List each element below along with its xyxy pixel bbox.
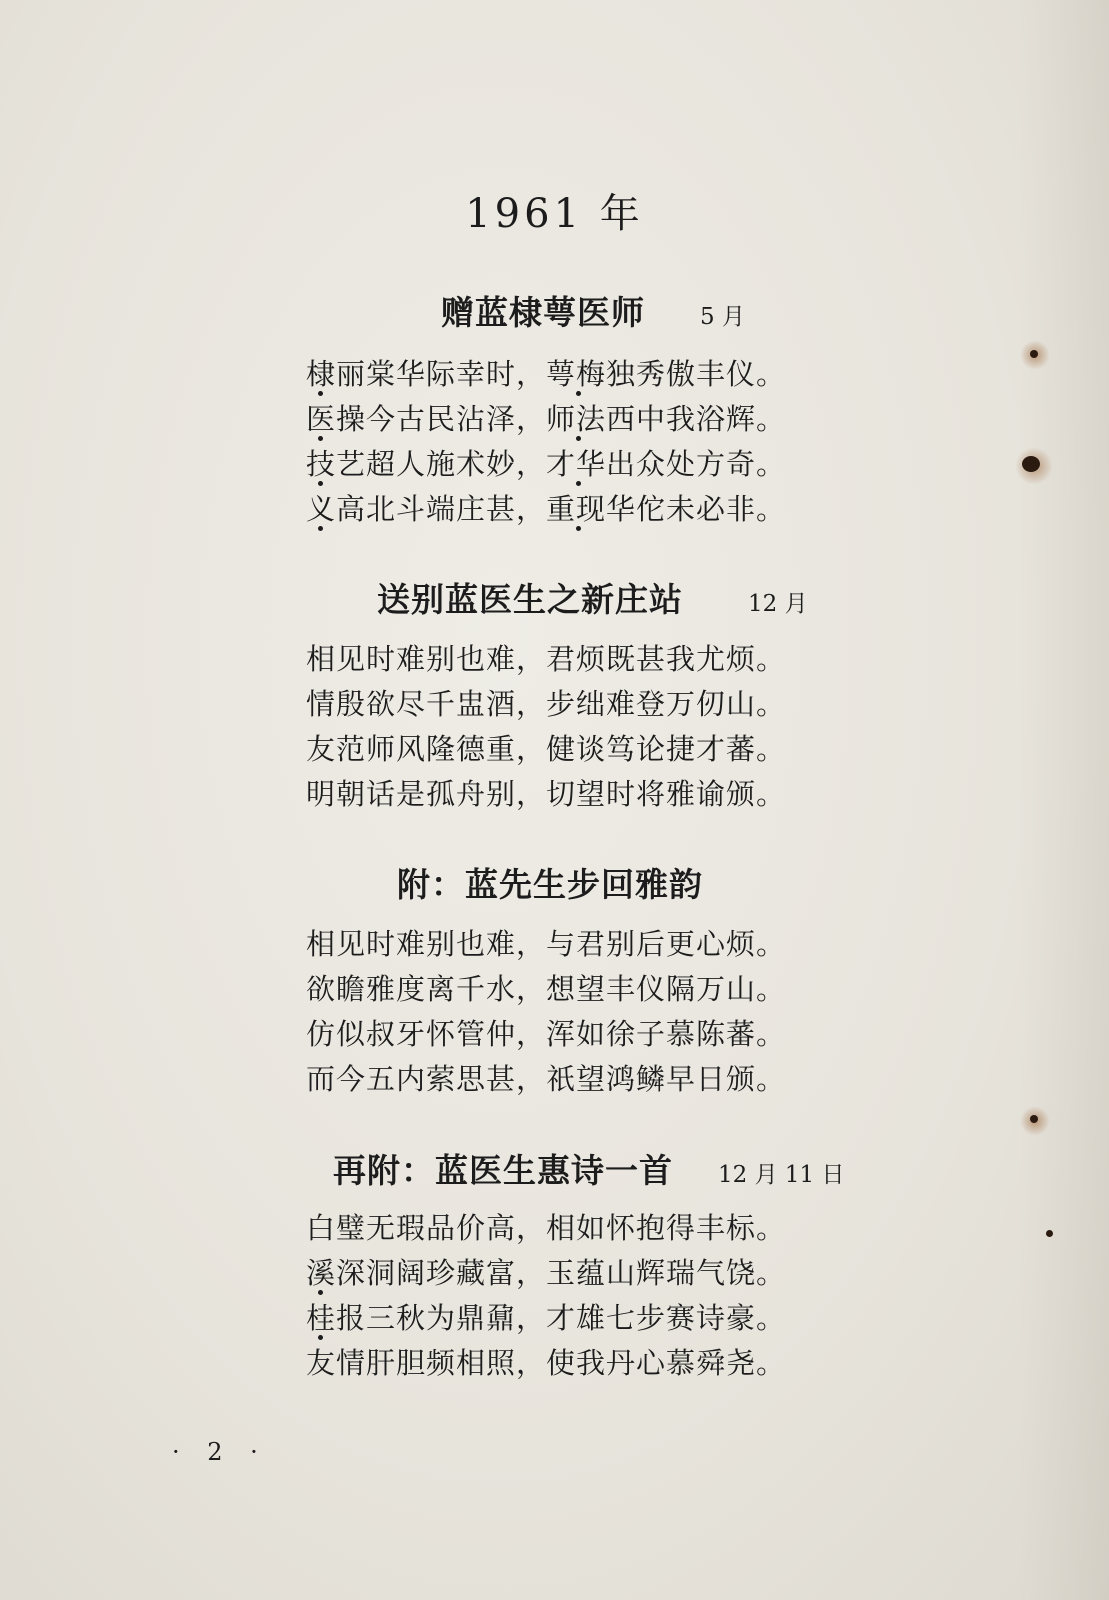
poem-line: 溪深洞阔珍藏富，玉蕴山辉瑞气饶。 xyxy=(306,1251,826,1296)
poem-title-row xyxy=(0,860,1109,910)
poem-date: 12 月 xyxy=(748,591,808,617)
binding-hole xyxy=(1022,456,1040,472)
poem-line: 友范师风隆德重，健谈笃论捷才蕃。 xyxy=(306,732,787,766)
poem-line: 友情肝胆频相照，使我丹心慕舜尧。 xyxy=(306,1346,787,1380)
poem-line: 棣丽棠华际幸时，萼梅独秀傲丰仪。 xyxy=(306,352,826,397)
poem-title: 附：蓝先生步回雅韵 xyxy=(397,865,703,904)
poem-line: 而今五内萦思甚，祇望鸿鳞早日颁。 xyxy=(306,1062,787,1096)
emphasis-dot xyxy=(318,391,323,396)
emphasis-dot xyxy=(576,526,581,531)
poem-date: 12 月 11 日 xyxy=(718,1162,845,1188)
poem-line: 白璧无瑕品价高，相如怀抱得丰标。 xyxy=(306,1211,787,1245)
emphasis-dot xyxy=(318,526,323,531)
poem-title: 送别蓝医生之新庄站 xyxy=(377,580,683,619)
emphasis-dot xyxy=(318,436,323,441)
poem-line: 桂报三秋为鼎鼐，才雄七步赛诗豪。 xyxy=(306,1296,826,1341)
emphasis-dot xyxy=(576,481,581,486)
poem-body xyxy=(306,352,826,532)
poem-line: 医操今古民沾泽，师法西中我浴辉。 xyxy=(306,397,826,442)
poem-line: 相见时难别也难，君烦既甚我尤烦。 xyxy=(306,642,787,676)
poem-line: 技艺超人施术妙，才华出众处方奇。 xyxy=(306,442,826,487)
binding-hole xyxy=(1030,1115,1038,1123)
poem-title: 赠蓝棣萼医师 xyxy=(441,293,645,332)
year-heading: 1961 年 xyxy=(465,191,644,237)
poem-line: 情殷欲尽千盅酒，步绌难登万仞山。 xyxy=(306,687,787,721)
page-number: · 2 · xyxy=(172,1438,268,1466)
binding-hole xyxy=(1030,350,1038,358)
poem-date: 5 月 xyxy=(700,304,745,330)
poem-line: 明朝话是孤舟别，切望时将雅谕颁。 xyxy=(306,777,787,811)
poem-line: 义高北斗端庄甚，重现华佗未必非。 xyxy=(306,487,826,532)
poem-title-row xyxy=(0,1146,1109,1196)
poem-body xyxy=(306,637,826,817)
poem-line: 相见时难别也难，与君别后更心烦。 xyxy=(306,927,787,961)
emphasis-dot xyxy=(318,1335,323,1340)
poem-body xyxy=(306,1206,826,1386)
poem-title: 再附：蓝医生惠诗一首 xyxy=(333,1151,673,1190)
poem-title-row xyxy=(0,288,1109,338)
emphasis-dot xyxy=(318,481,323,486)
binding-hole xyxy=(1046,1230,1053,1237)
emphasis-dot xyxy=(576,436,581,441)
poem-body xyxy=(306,922,826,1102)
emphasis-dot xyxy=(576,391,581,396)
emphasis-dot xyxy=(318,1290,323,1295)
poem-title-row xyxy=(0,575,1109,625)
poem-line: 欲瞻雅度离千水，想望丰仪隔万山。 xyxy=(306,972,787,1006)
poem-line: 仿似叔牙怀管仲，浑如徐子慕陈蕃。 xyxy=(306,1017,787,1051)
